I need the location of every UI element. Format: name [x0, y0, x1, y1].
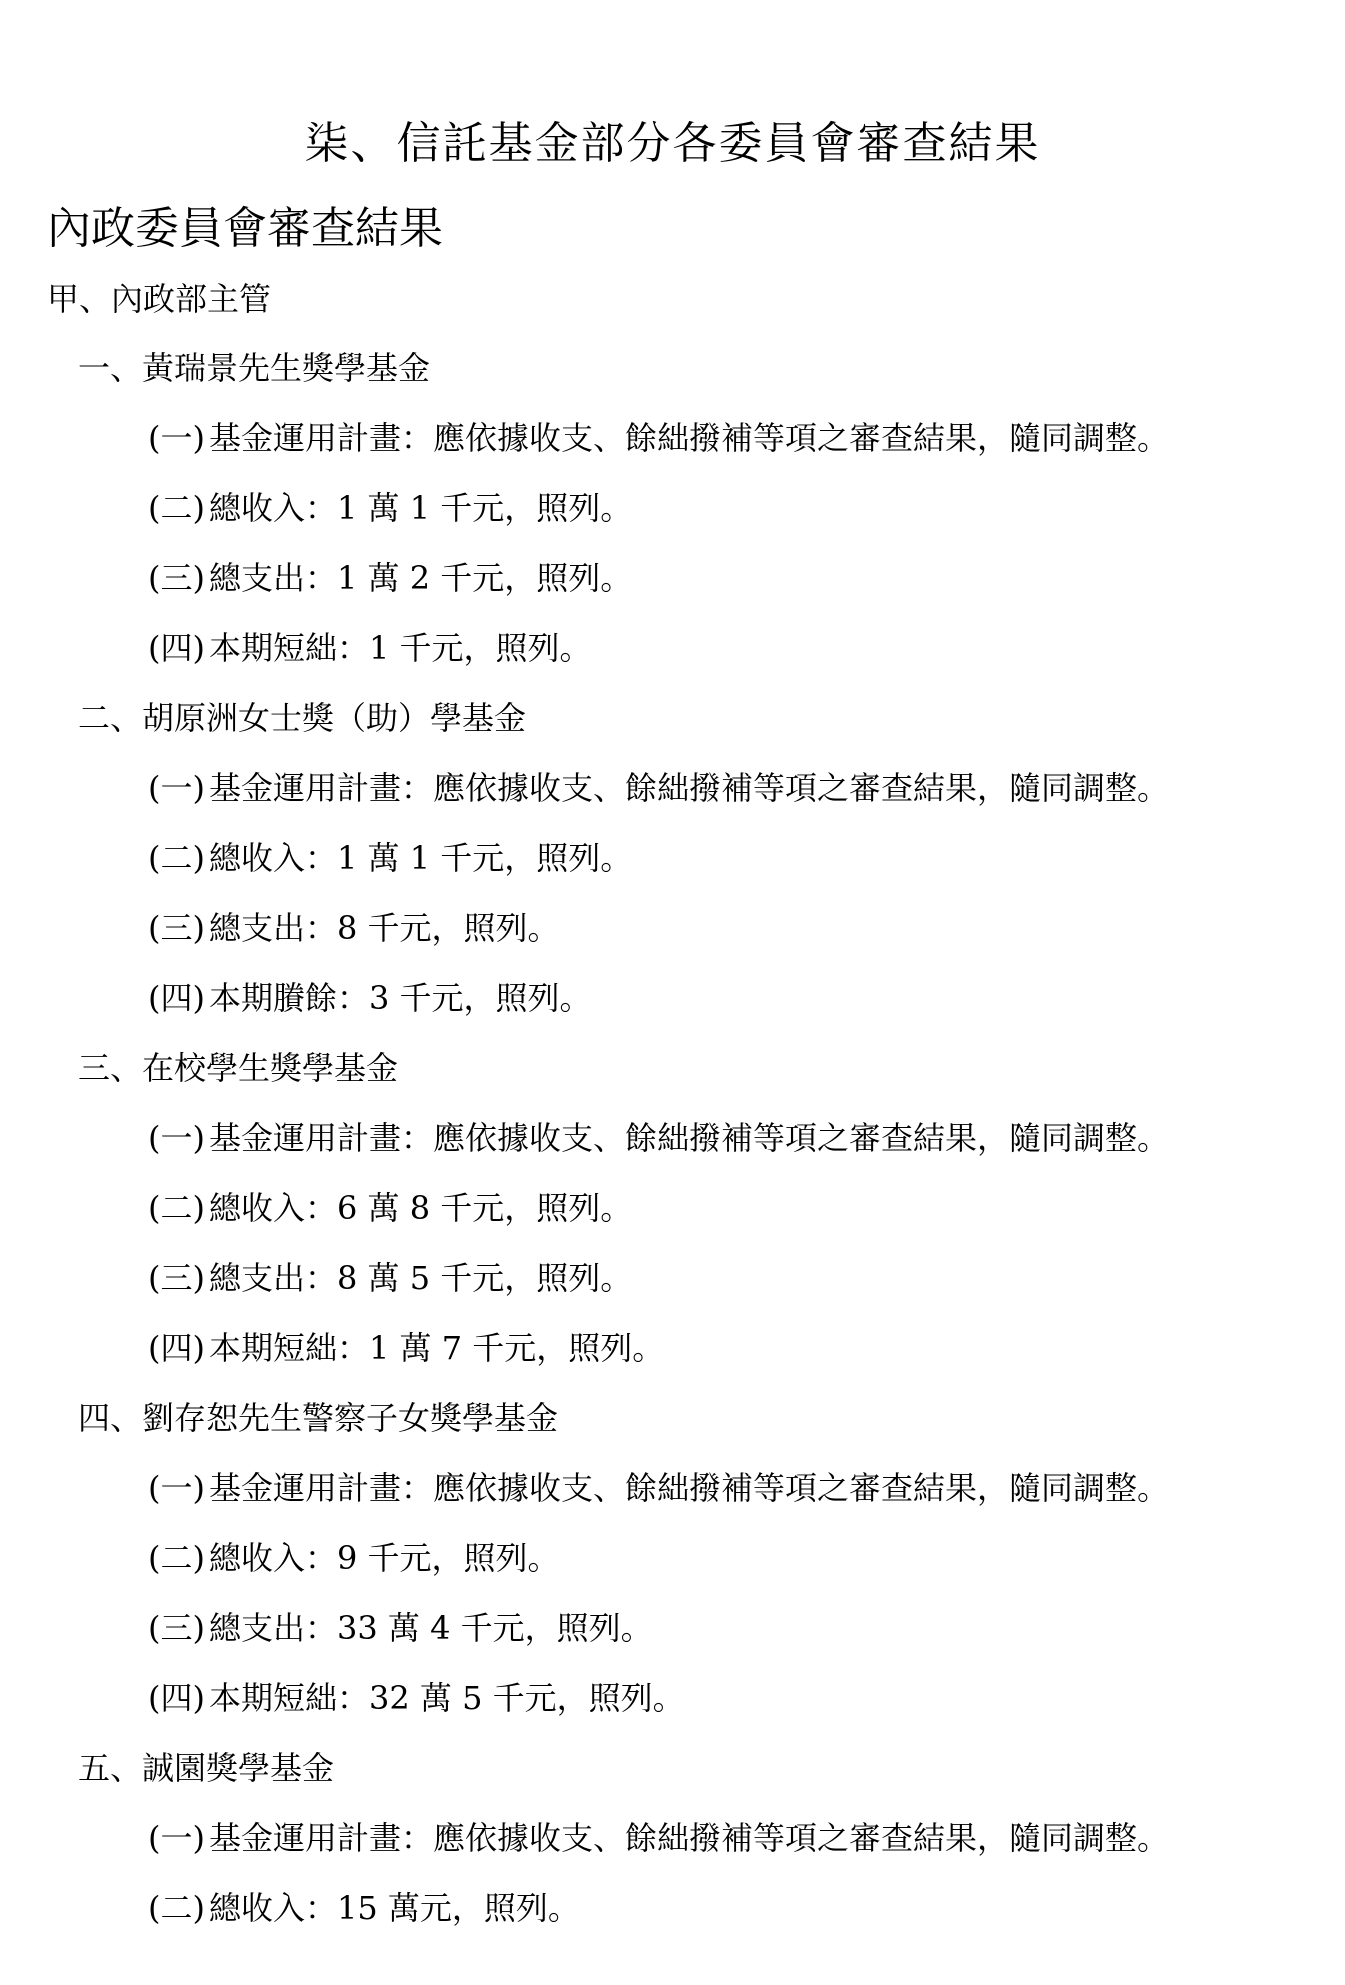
fund-item	[78, 1466, 1278, 1536]
item-number: (一)	[148, 1469, 205, 1507]
fund-title: 一、黃瑞景先生獎學基金	[78, 349, 431, 387]
fund-item	[78, 626, 1278, 696]
fund-section	[78, 346, 1278, 696]
item-number: (二)	[148, 489, 205, 527]
fund-item	[78, 1326, 1278, 1396]
item-number: (四)	[148, 629, 205, 667]
fund-item-list	[78, 766, 1278, 1046]
fund-section	[78, 1396, 1278, 1746]
item-text: 總支出：33 萬 4 千元，照列。	[209, 1609, 653, 1647]
item-text: 基金運用計畫：應依據收支、餘絀撥補等項之審查結果，隨同調整。	[209, 1469, 1170, 1507]
item-text: 總收入：15 萬元，照列。	[209, 1889, 580, 1927]
item-number: (四)	[148, 979, 205, 1017]
item-text: 總收入：9 千元，照列。	[209, 1539, 560, 1577]
item-text: 總收入：1 萬 1 千元，照列。	[209, 839, 633, 877]
item-number: (三)	[148, 559, 205, 597]
item-text: 總支出：8 千元，照列。	[209, 909, 560, 947]
item-text: 總支出：1 萬 2 千元，照列。	[209, 559, 633, 597]
fund-item-list	[78, 1816, 1278, 1956]
fund-section	[78, 1746, 1278, 1956]
fund-item	[78, 766, 1278, 836]
item-text: 基金運用計畫：應依據收支、餘絀撥補等項之審查結果，隨同調整。	[209, 419, 1170, 457]
fund-item	[78, 836, 1278, 906]
item-number: (三)	[148, 1609, 205, 1647]
item-text: 本期短絀：1 千元，照列。	[209, 629, 592, 667]
fund-item	[78, 416, 1278, 486]
fund-item-list	[78, 1116, 1278, 1396]
fund-item	[78, 1536, 1278, 1606]
item-text: 總收入：1 萬 1 千元，照列。	[209, 489, 633, 527]
fund-title: 三、在校學生獎學基金	[78, 1049, 399, 1087]
fund-section	[78, 696, 1278, 1046]
fund-item	[78, 486, 1278, 556]
fund-item-list	[78, 1466, 1278, 1746]
fund-list	[78, 346, 1278, 1956]
fund-item	[78, 976, 1278, 1046]
fund-title: 二、胡原洲女士獎（助）學基金	[78, 699, 527, 737]
item-text: 基金運用計畫：應依據收支、餘絀撥補等項之審查結果，隨同調整。	[209, 1119, 1170, 1157]
fund-section	[78, 1046, 1278, 1396]
fund-item	[78, 1116, 1278, 1186]
item-number: (一)	[148, 769, 205, 807]
item-number: (二)	[148, 1189, 205, 1227]
item-number: (一)	[148, 1119, 205, 1157]
item-number: (三)	[148, 909, 205, 947]
fund-item	[78, 1886, 1278, 1956]
item-number: (四)	[148, 1679, 205, 1717]
item-number: (一)	[148, 419, 205, 457]
fund-item-list	[78, 416, 1278, 696]
fund-item	[78, 1256, 1278, 1326]
item-text: 本期賸餘：3 千元，照列。	[209, 979, 592, 1017]
document-title: 柒、信託基金部分各委員會審查結果	[304, 118, 1041, 169]
item-text: 基金運用計畫：應依據收支、餘絀撥補等項之審查結果，隨同調整。	[209, 1819, 1170, 1857]
fund-item	[78, 1606, 1278, 1676]
fund-item	[78, 1816, 1278, 1886]
fund-title: 五、誠園獎學基金	[78, 1749, 335, 1787]
fund-title: 四、劉存恕先生警察子女獎學基金	[78, 1399, 559, 1437]
fund-item	[78, 1676, 1278, 1746]
fund-item	[78, 906, 1278, 976]
fund-item	[78, 556, 1278, 626]
item-text: 本期短絀：1 萬 7 千元，照列。	[209, 1329, 665, 1367]
item-number: (二)	[148, 1889, 205, 1927]
item-text: 總支出：8 萬 5 千元，照列。	[209, 1259, 633, 1297]
item-text: 本期短絀：32 萬 5 千元，照列。	[209, 1679, 685, 1717]
committee-heading: 內政委員會審查結果	[47, 203, 443, 254]
item-text: 基金運用計畫：應依據收支、餘絀撥補等項之審查結果，隨同調整。	[209, 769, 1170, 807]
ministry-heading: 甲、內政部主管	[47, 280, 272, 318]
item-number: (一)	[148, 1819, 205, 1857]
item-text: 總收入：6 萬 8 千元，照列。	[209, 1189, 633, 1227]
item-number: (二)	[148, 839, 205, 877]
fund-item	[78, 1186, 1278, 1256]
item-number: (二)	[148, 1539, 205, 1577]
item-number: (四)	[148, 1329, 205, 1367]
item-number: (三)	[148, 1259, 205, 1297]
